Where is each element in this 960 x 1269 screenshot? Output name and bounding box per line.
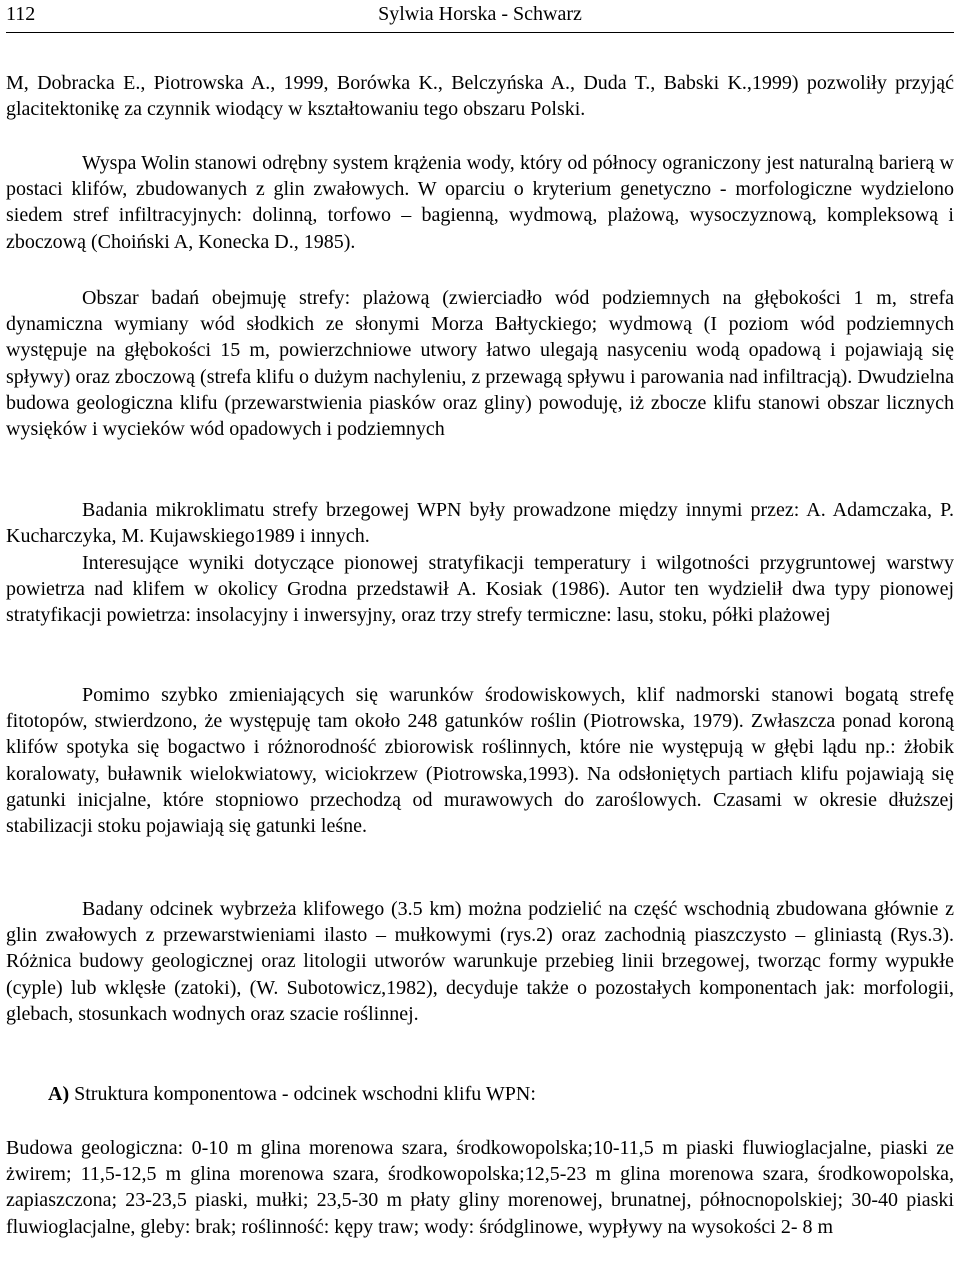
paragraph-microclimate-research: Badania mikroklimatu strefy brzegowej WPN były prowadzone między innymi przez: A. Adamczaka, P. Kucharczyka, M. Kujawskiego1989 i innych. <box>6 499 954 548</box>
section-letter: A) <box>48 1083 70 1105</box>
paragraph-air-stratification: Interesujące wyniki dotyczące pionowej stratyfikacji temperatury i wilgotności przygruntowej warstwy powietrza nad klifem w okolicy Grodna przedstawił A. Kosiak (1986). Autor ten wydzielił dwa typy pionowej stratyfikacji powietrza: insolacyjny i inwersyjny, oraz trzy strefy termiczne: lasu, stoku, półki plażowej <box>6 552 954 627</box>
paragraph-geological-structure: Budowa geologiczna: 0-10 m glina morenowa szara, środkowopolska;10-11,5 m piaski fluwioglacjalne, piaski ze żwirem; 11,5-12,5 m glina morenowa szara, środkowopolska;12,5-23 m glina morenowa szara, środkowopolska, zapiaszczona; 23-23,5 piaski, mułki; 23,5-30 m płaty gliny morenowej, brunatnej, północnopolskiej; 30-40 piaski fluwioglacjalne, gleby: brak; roślinność: kępy traw; wody: śródglinowe, wypływy na wysokości 2- 8 m <box>6 1137 954 1238</box>
section-heading <box>48 1081 536 1107</box>
section-title: Struktura komponentowa - odcinek wschodni klifu WPN: <box>74 1083 536 1105</box>
paragraph-study-area-zones: Obszar badań obejmuję strefy: plażową (zwierciadło wód podziemnych na głębokości 1 m, strefa dynamiczna wymiany wód słodkich ze słonymi Morza Bałtyckiego; wydmową (I poziom wód podziemnych występuje na głębokości 15 m, powierzchniowe utwory łatwo ulegają nasyceniu wodą opadową i pojawiają się spływy) oraz zboczową (strefa klifu o dużym nachyleniu, z przewagą spływu i parowania nad infiltracją). Dwudzielna budowa geologiczna klifu (przewarstwienia piasków oraz gliny) powoduję, iż zbocze klifu stanowi obszar licznych wysięków i wycieków wód opadowych i podziemnych <box>6 287 954 441</box>
page-header <box>6 0 954 33</box>
page-number: 112 <box>6 3 36 25</box>
paragraph-wolin-water-system: Wyspa Wolin stanowi odrębny system krążenia wody, który od północy ograniczony jest naturalną barierą w postaci klifów, zbudowanych z glin zwałowych. W oparciu o kryterium genetyczno - morfologiczne wydzielono siedem stref infiltracyjnych: dolinną, torfowo – bagienną, wydmową, plażową, wysoczyznową, kompleksową i zboczową (Choiński A, Konecka D., 1985). <box>6 152 954 253</box>
running-head: Sylwia Horska - Schwarz <box>378 3 582 25</box>
paragraph-phytotopes: Pomimo szybko zmieniających się warunków środowiskowych, klif nadmorski stanowi bogatą strefę fitotopów, stwierdzono, że występuję tam około 248 gatunków roślin (Piotrowska, 1979). Zwłaszcza ponad koroną klifów spotyka się bogactwo i różnorodność zbiorowisk roślinnych, które nie występują w głębi lądu np.: żłobik koralowaty, buławnik wielokwiatowy, wiciokrzew (Piotrowska,1993). Na odsłoniętych partiach klifu pojawiają się gatunki inicjalne, które stopniowo przechodzą od murawowych do zaroślowych. Czasami w okresie dłuższej stabilizacji stoku pojawiają się gatunki leśne. <box>6 684 954 838</box>
paragraph-coast-section: Badany odcinek wybrzeża klifowego (3.5 km) można podzielić na część wschodnią zbudowana głównie z glin zwałowych z przewarstwieniami ilasto – mułkowymi (rys.2) oraz zachodnią piaszczysto – gliniastą (Rys.3). Różnica budowy geologicznej oraz litologii utworów warunkuje przebieg linii brzegowej, tworząc formy wypukłe (cyple) lub wklęsłe (zatoki), (W. Subotowicz,1982), decyduje także o pozostałych komponentach jak: morfologii, glebach, stosunkach wodnych oraz szacie roślinnej. <box>6 898 954 1025</box>
paragraph-references-continued: M, Dobracka E., Piotrowska A., 1999, Borówka K., Belczyńska A., Duda T., Babski K.,1999) pozwoliły przyjąć glacitektonikę za czynnik wiodący w kształtowaniu tego obszaru Polski. <box>6 72 954 121</box>
